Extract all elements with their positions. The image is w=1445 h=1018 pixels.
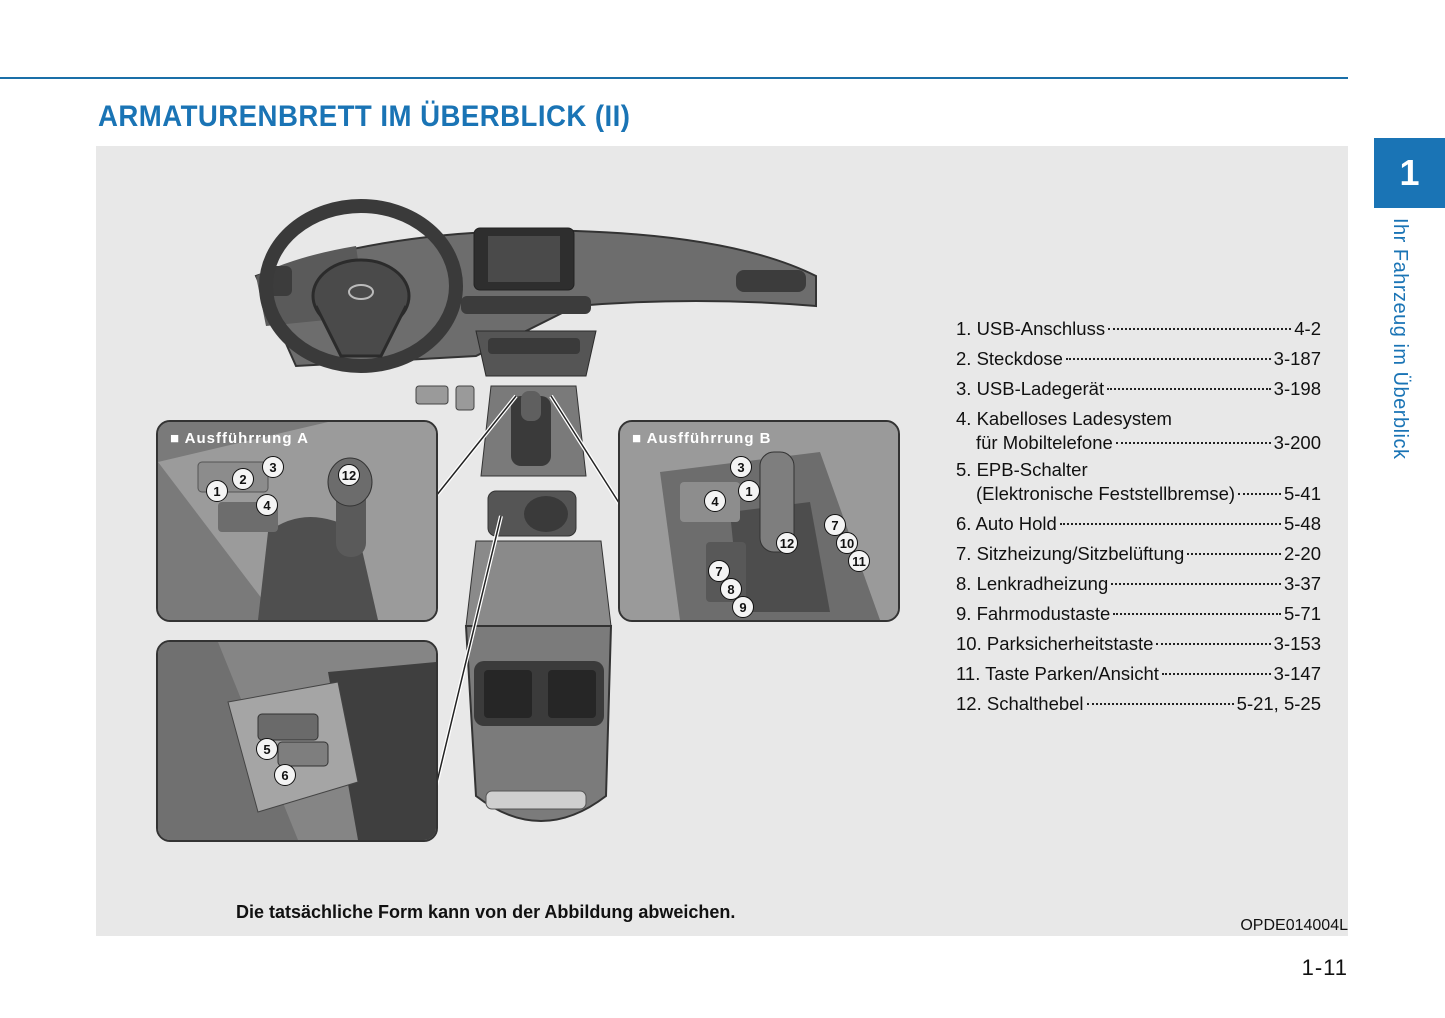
figure-caption: Die tatsächliche Form kann von der Abbildung abweichen.: [236, 902, 736, 922]
callout-badge: 1: [738, 480, 760, 502]
list-item: 3. USB-Ladegerät 3-198: [956, 378, 1321, 399]
callout-badge: 3: [262, 456, 284, 478]
callout-badge: 6: [274, 764, 296, 786]
callout-badge: 7: [708, 560, 730, 582]
callout-badge: 3: [730, 456, 752, 478]
component-list: [956, 314, 1321, 719]
header-rule: [0, 77, 1348, 79]
callout-badge: 7: [824, 514, 846, 536]
list-item: 8. Lenkradheizung 3-37: [956, 573, 1321, 594]
page-title: ARMATURENBRETT IM ÜBERBLICK (II): [98, 100, 631, 133]
inset-variant-b: [618, 420, 900, 622]
callout-badge: 5: [256, 738, 278, 760]
list-item: 11. Taste Parken/Ansicht 3-147: [956, 663, 1321, 684]
callout-badge: 8: [720, 578, 742, 600]
callout-badge: 12: [338, 464, 360, 486]
list-item: 12. Schalthebel 5-21, 5-25: [956, 693, 1321, 714]
inset-variant-a: [156, 420, 438, 622]
list-item: (Elektronische Feststellbremse) 5-41: [976, 483, 1321, 504]
callout-badge: 4: [704, 490, 726, 512]
callout-badge: 9: [732, 596, 754, 618]
figure-code: OPDE014004L: [1240, 917, 1348, 934]
list-item: 6. Auto Hold 5-48: [956, 513, 1321, 534]
list-item: 10. Parksicherheitstaste 3-153: [956, 633, 1321, 654]
chapter-number-tab[interactable]: 1: [1374, 138, 1445, 208]
list-item: 7. Sitzheizung/Sitzbelüftung 2-20: [956, 543, 1321, 564]
inset-b-label: ■ Ausfführrung B: [632, 430, 772, 447]
list-item: für Mobiltelefone 3-200: [976, 432, 1321, 453]
list-item: 4. Kabelloses Ladesystem: [956, 408, 1172, 429]
list-item: 5. EPB-Schalter: [956, 459, 1088, 480]
callout-badge: 11: [848, 550, 870, 572]
chapter-title: Ihr Fahrzeug im Überblick: [1389, 218, 1411, 460]
list-item: 9. Fahrmodustaste 5-71: [956, 603, 1321, 624]
inset-a-label: ■ Ausfführrung A: [170, 430, 309, 447]
list-item: 1. USB-Anschluss 4-2: [956, 318, 1321, 339]
inset-epb-autohold: [156, 640, 438, 842]
page-number: 1-11: [1301, 955, 1348, 980]
callout-badge: 10: [836, 532, 858, 554]
callout-badge: 1: [206, 480, 228, 502]
callout-badge: 12: [776, 532, 798, 554]
callout-badge: 4: [256, 494, 278, 516]
list-item: 2. Steckdose 3-187: [956, 348, 1321, 369]
callout-badge: 2: [232, 468, 254, 490]
